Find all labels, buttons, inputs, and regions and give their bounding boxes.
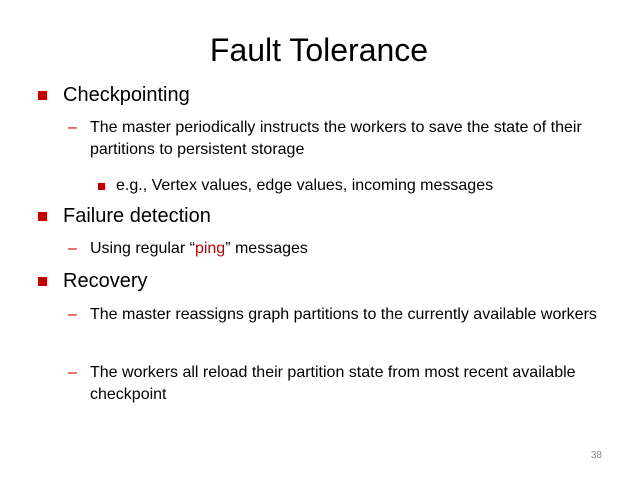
bullet-label: Failure detection <box>63 205 211 227</box>
sub-bullet <box>68 238 608 260</box>
square-bullet-icon <box>38 212 47 221</box>
sub-bullet-text <box>90 238 608 260</box>
square-bullet-icon <box>98 183 105 190</box>
square-bullet-icon <box>38 91 47 100</box>
sub-bullet-text: The master reassigns graph partitions to the currently available workers <box>90 306 597 323</box>
highlight-ping: ping <box>194 240 226 257</box>
text-after: ” messages <box>225 240 308 257</box>
sub-bullet-text: The workers all reload their partition state from most recent available checkpoint <box>90 364 576 403</box>
dash-bullet-icon: – <box>68 119 77 136</box>
text-before: Using regular “ <box>90 240 195 257</box>
sub-bullet <box>68 362 608 406</box>
dash-bullet-icon: – <box>68 364 77 381</box>
dash-bullet-icon: – <box>68 306 77 323</box>
square-bullet-icon <box>38 277 47 286</box>
bullet-label: Recovery <box>63 270 148 292</box>
sub-sub-bullet <box>98 175 493 197</box>
sub-bullet-text: The master periodically instructs the workers to save the state of their partitions to persistent storage <box>90 119 582 158</box>
bullet-label: Checkpointing <box>63 84 190 106</box>
slide-title: Fault Tolerance <box>209 32 429 68</box>
sub-bullet <box>68 304 608 326</box>
dash-bullet-icon: – <box>68 240 77 257</box>
sub-bullet <box>68 117 608 161</box>
page-number: 38 <box>590 450 602 461</box>
sub-sub-bullet-text: e.g., Vertex values, edge values, incoming messages <box>116 177 494 194</box>
